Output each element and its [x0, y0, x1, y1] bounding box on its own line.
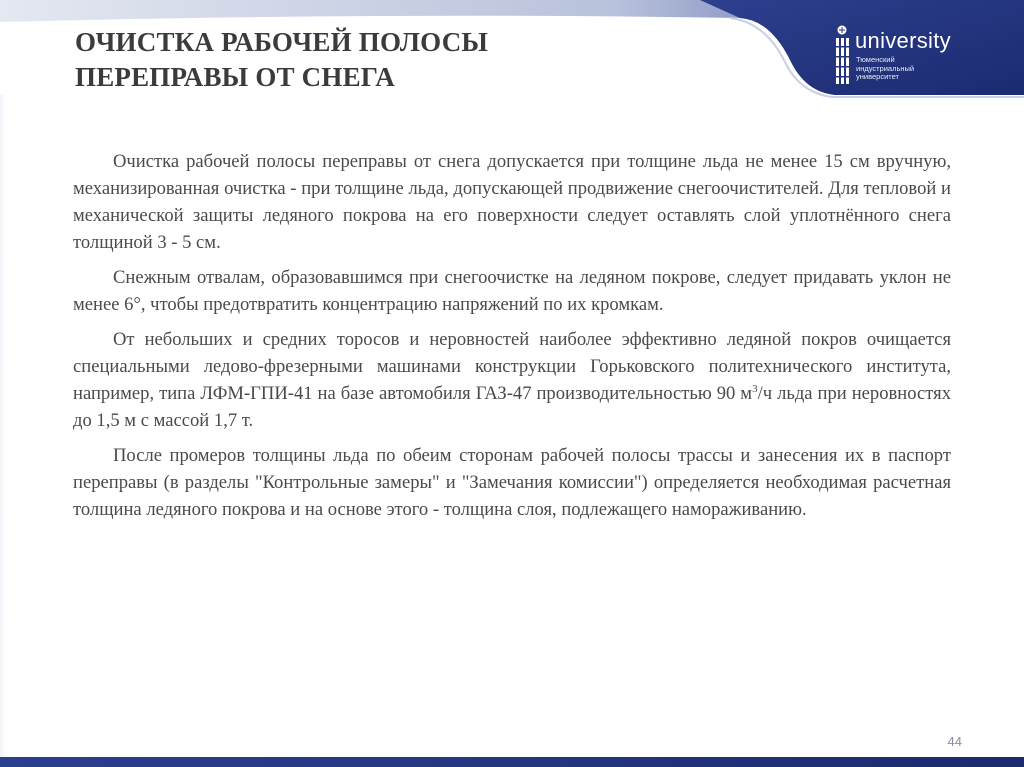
logo-subtitle — [856, 56, 914, 82]
logo-wordmark: university — [855, 28, 951, 53]
title-line-1: ОЧИСТКА РАБОЧЕЙ ПОЛОСЫ — [75, 27, 489, 57]
paragraph-3-text-end: /ч льда при неровностях до 1,5 м с массой 1,7 т. — [73, 383, 951, 431]
left-frame-decoration — [0, 95, 6, 767]
logo-sub-line-1: Тюменский — [856, 55, 895, 64]
slide-title — [75, 25, 675, 95]
body-paragraph-1: Очистка рабочей полосы переправы от снега допускается при толщине льда не менее 15 см вручную, механизированная очистка - при толщине льда, допускающей продвижение снегоочистителей. Для тепловой и механической защиты ледяного покрова на его поверхности следует оставлять слой уплотнённого снега толщиной 3 - 5 см. — [73, 151, 951, 253]
title-line-2: ПЕРЕПРАВЫ ОТ СНЕГА — [75, 62, 395, 92]
paragraph-3-superscript: 3 — [752, 382, 758, 395]
body-paragraph-3 — [73, 326, 951, 434]
body-paragraph-4: После промеров толщины льда по обеим сторонам рабочей полосы трассы и занесения их в паспорт переправы (в разделы "Контрольные замеры" и "Замечания комиссии") определяется необходимая расчетная толщина ледяного покрова и на основе этого - толщина слоя, подлежащего намораживанию. — [73, 445, 951, 520]
footer-band — [0, 757, 1024, 767]
page-number: 44 — [947, 734, 962, 749]
university-logo — [835, 22, 985, 92]
logo-sub-line-2: индустриальный — [856, 63, 915, 73]
university-logo-mark-icon — [835, 24, 851, 86]
logo-sub-line-3: университет — [856, 72, 899, 81]
paragraph-3-text-start: От небольших и средних торосов и неровностей наиболее эффективно ледяной покров очищается специальными ледово-фрезерными машинами конструкции Горьковского политехнического института, например, типа ЛФМ-ГПИ-41 на базе автомобиля ГАЗ-47 производительностью 90 м — [73, 329, 951, 404]
slide-header — [0, 0, 1024, 125]
slide-body — [73, 148, 951, 531]
body-paragraph-2: Снежным отвалам, образовавшимся при снегоочистке на ледяном покрове, следует придавать уклон не менее 6°, чтобы предотвратить концентрацию напряжений по их кромкам. — [73, 267, 951, 315]
